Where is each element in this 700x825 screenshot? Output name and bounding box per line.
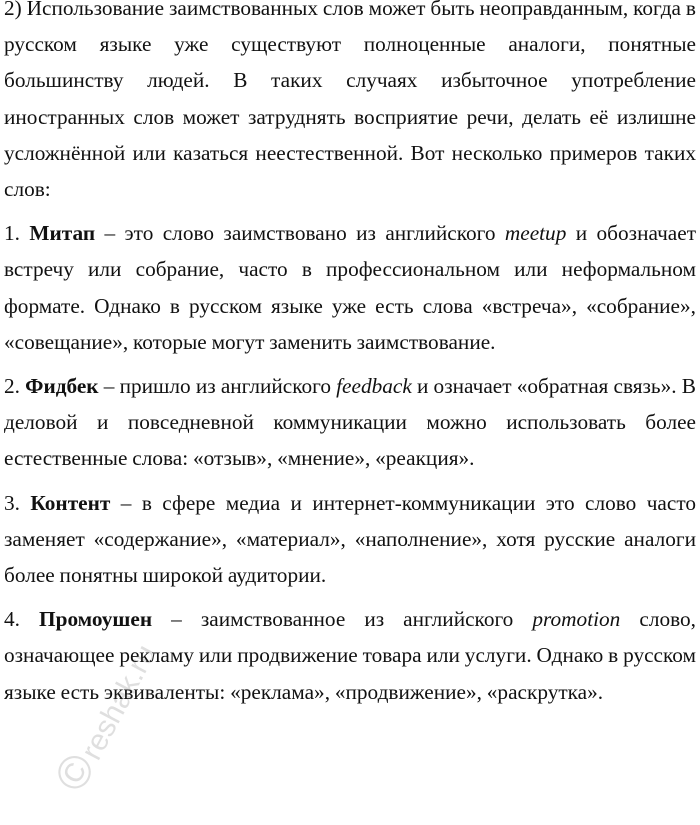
item-term: Митап <box>29 221 96 246</box>
item-text-before: – заимствованное из английского <box>152 607 533 632</box>
item-foreign-word: promotion <box>532 607 621 632</box>
item-text-before: – пришло из английского <box>98 374 337 399</box>
item-number: 1. <box>4 221 20 246</box>
item-term: Фидбек <box>25 374 99 399</box>
list-item-2 <box>4 368 696 477</box>
list-item-1 <box>4 215 696 360</box>
list-item-3 <box>4 485 696 594</box>
item-foreign-word: feedback <box>336 374 412 399</box>
item-text-after: и обозначает встречу или собрание, часто в профессиональном или неформальном формате. Однако в русском языке уже есть слова «встреча», «собрание», «совещание», которые могут заменить заимствование. <box>4 221 696 354</box>
document-page <box>4 0 696 710</box>
list-item-4 <box>4 601 696 710</box>
item-foreign-word: meetup <box>504 221 567 246</box>
item-number: 2. <box>4 374 20 399</box>
item-number: 3. <box>4 490 20 515</box>
item-term: Контент <box>30 490 111 515</box>
watermark-text: reshak.ru <box>75 639 163 766</box>
item-text-after: слово, означающее рекламу или продвижение товара или услуги. Однако в русском языке есть эквиваленты: «реклама», «продвижение», «раскрутка». <box>4 607 696 704</box>
watermark-symbol: © <box>43 745 106 800</box>
item-term: Промоушен <box>39 607 153 632</box>
item-number: 4. <box>4 607 20 632</box>
intro-paragraph: 2) Использование заимствованных слов может быть неоправданным, когда в русском языке уже существуют полноценные аналоги, понятные большинству людей. В таких случаях избыточное употребление иностранных слов может затруднять восприятие речи, делать её излишне усложнённой или казаться неестественной. Вот несколько примеров таких слов: <box>4 0 696 202</box>
item-text-before: – в сфере медиа и интернет-коммуникации это слово часто заменяет «содержание», «материал», «наполнение», хотя русские аналоги более понятны широкой аудитории. <box>4 490 696 588</box>
item-text-before: – это слово заимствовано из английского <box>95 221 505 246</box>
item-text-after: и означает «обратная связь». В деловой и повседневной коммуникации можно использовать более естественные слова: «отзыв», «мнение», «реакция». <box>4 374 696 471</box>
